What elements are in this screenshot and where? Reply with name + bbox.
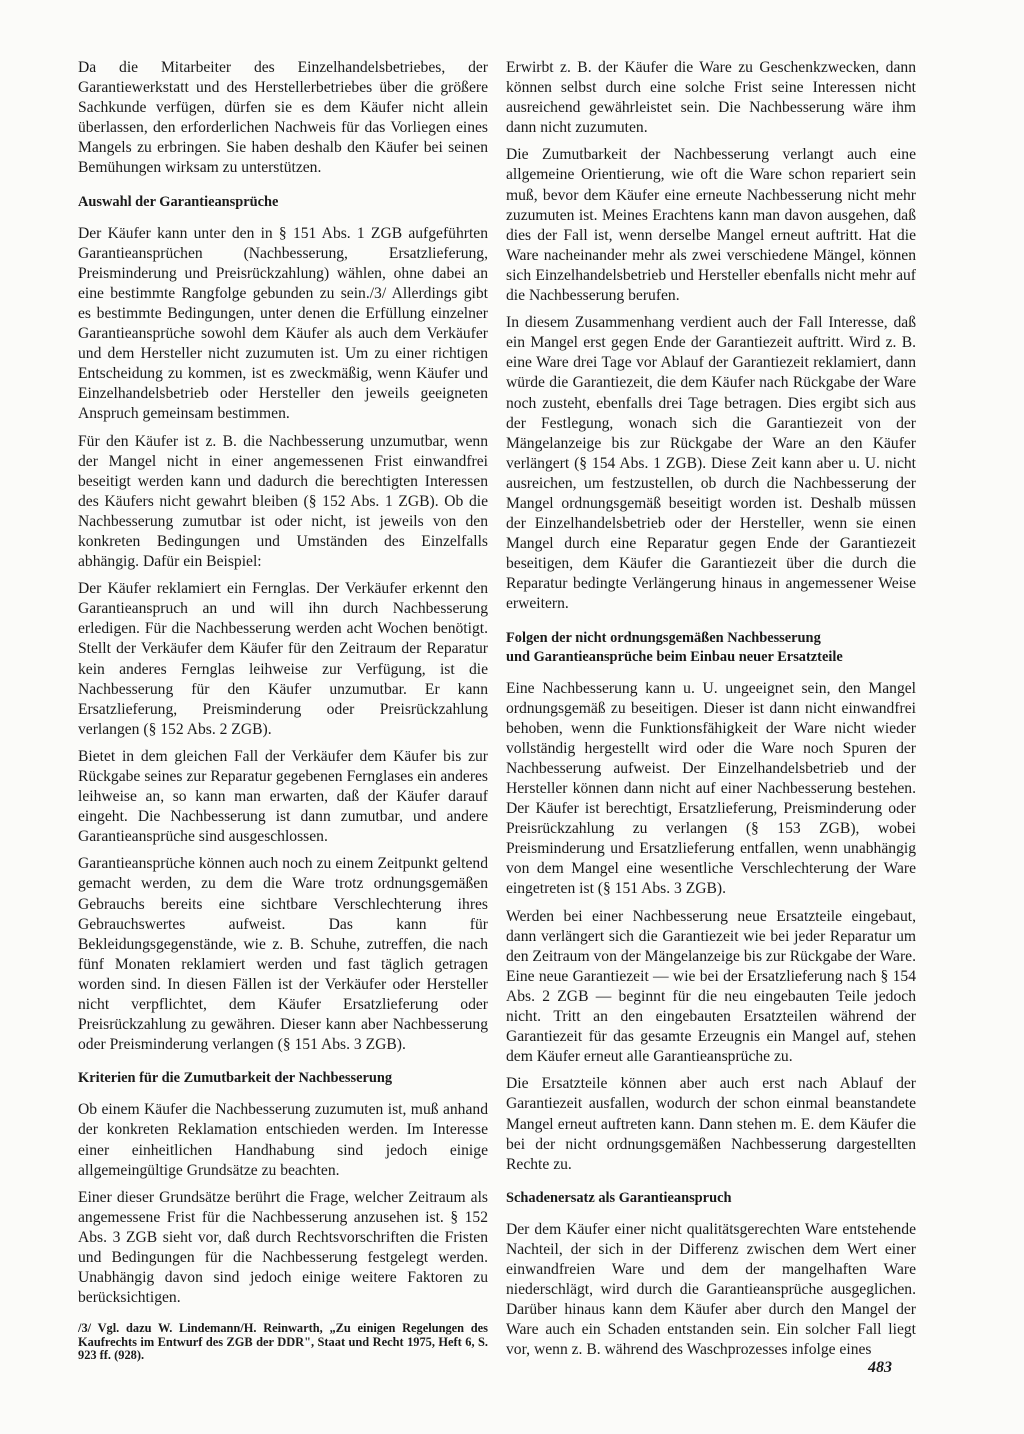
section-heading-line: Folgen der nicht ordnungsgemäßen Nachbesserung [506,629,821,646]
right-column [506,58,916,1367]
paragraph: Garantieansprüche können auch noch zu einem Zeitpunkt geltend gemacht werden, zu dem die Ware trotz ordnungsgemäßen Gebrauchs bereits eine sichtbare Verschlechterung ihres Gebrauchswertes aufweist. Das kann für Bekleidungsgegenstände, wie z. B. Schuhe, zutreffen, die nach fünf Monaten reklamiert werden und fast täglich getragen worden sind. In diesen Fällen ist der Verkäufer oder Hersteller nicht verpflichtet, dem Käufer Ersatzlieferung oder Preisrückzahlung zu gewähren. Dieser kann aber Nachbesserung oder Preisminderung verlangen (§ 151 Abs. 3 ZGB). [78,855,488,1054]
paragraph: Der Käufer kann unter den in § 151 Abs. 1 ZGB aufgeführten Garantieansprüchen (Nachbesserung, Ersatzlieferung, Preisminderung und Preisrückzahlung) wählen, ohne dabei an eine bestimmte Rangfolge gebunden zu sein./3/ Allerdings gibt es bestimmte Bedingungen, unter denen die Erfüllung einzelner Garantieansprüche sowohl dem Käufer als auch dem Verkäufer und dem Hersteller nicht zuzumuten ist. Um zu einer richtigen Entscheidung zu kommen, ist es zweckmäßig, wenn Käufer und Einzelhandelsbetrieb oder Hersteller den jeweils geeigneten Anspruch gemeinsam bestimmen. [78,224,488,423]
paragraph: Die Zumutbarkeit der Nachbesserung verlangt auch eine allgemeine Orientierung, wie oft die Ware schon repariert sein muß, bevor dem Käufer eine erneute Nachbesserung nicht mehr zuzumuten ist. Meines Erachtens kann man davon ausgehen, daß dies der Fall ist, wenn derselbe Mangel erneut auftritt. Hat die Ware nacheinander mehr als zwei verschiedene Mängel, können sich Einzelhandelsbetrieb und Hersteller ebenfalls nicht mehr auf die Nachbesserung berufen. [506,146,916,305]
section-heading: Schadenersatz als Garantieanspruch [506,1189,732,1206]
paragraph: Da die Mitarbeiter des Einzelhandelsbetriebes, der Garantiewerkstatt und des Herstellerbetriebes über die größere Sachkunde verfügen, dürfen sie es dem Käufer nicht allein überlassen, den erforderlichen Nachweis für das Vorliegen eines Mangels zu erbringen. Sie haben deshalb den Käufer bei seinen Bemühungen wirksam zu unterstützen. [78,59,488,177]
paragraph: In diesem Zusammenhang verdient auch der Fall Interesse, daß ein Mangel erst gegen Ende der Garantiezeit auftritt. Wird z. B. eine Ware drei Tage vor Ablauf der Garantiezeit reklamiert, dann würde die Garantiezeit, die dem Käufer nach Rückgabe der Ware noch zusteht, ebenfalls drei Tage betragen. Dies ergibt sich aus der Festlegung, wonach sich die Garantiezeit von der Mängelanzeige bis zur Rückgabe der Ware an den Käufer verlängert (§ 154 Abs. 1 ZGB). Diese Zeit kann aber u. U. nicht ausreichen, um festzustellen, ob durch die Nachbesserung der Mangel ordnungsgemäß beseitigt worden ist. Deshalb müssen der Einzelhandelsbetrieb oder der Hersteller, wenn sie einen Mangel durch eine Reparatur gegen Ende der Garantiezeit beseitigen, dem Käufer die Garantiezeit über die durch die Reparatur bedingte Verlängerung hinaus in angemessener Weise erweitern. [506,314,916,613]
left-column [78,58,488,1370]
section-heading: Kriterien für die Zumutbarkeit der Nachbesserung [78,1070,393,1087]
page-number: 483 [868,1359,892,1376]
paragraph: Einer dieser Grundsätze berührt die Frage, welcher Zeitraum als angemessene Frist für die Nachbesserung anzusehen ist. § 152 Abs. 3 ZGB sieht vor, daß durch Rechtsvorschriften die Fristen und Bedingungen für die Nachbesserung festgelegt werden. Unabhängig davon sind jedoch einige weitere Faktoren zu berücksichtigen. [78,1188,488,1307]
paragraph: Für den Käufer ist z. B. die Nachbesserung unzumutbar, wenn der Mangel nicht in einer angemessenen Frist einwandfrei beseitigt werden kann und dadurch die berechtigten Interessen des Käufers nicht gewahrt bleiben (§ 152 Abs. 1 ZGB). Ob die Nachbesserung zumutbar ist oder nicht, ist jeweils von den konkreten Bedingungen und Umständen des Einzelfalls abhängig. Dafür ein Beispiel: [78,432,488,571]
paragraph: Der dem Käufer einer nicht qualitätsgerechten Ware entstehende Nachteil, der sich in der Differenz zwischen dem Wert einer einwandfreien Ware und dem der mangelhaften Ware niederschlägt, wird durch die Garantieansprüche ausgeglichen. Darüber hinaus kann dem Käufer aber durch den Mangel der Ware auch ein Schaden entstanden sein. Ein solcher Fall liegt vor, wenn z. B. während des Waschprozesses infolge eines [506,1220,916,1359]
section-heading [506,629,916,667]
paragraph: Bietet in dem gleichen Fall der Verkäufer dem Käufer bis zur Rückgabe seines zur Reparatur gegebenen Fernglases ein anderes leihweise an, so kann man erwarten, daß der Käufer darauf eingeht. Die Nachbesserung ist dann zumutbar, und andere Garantieansprüche sind ausgeschlossen. [78,747,488,846]
paragraph: Eine Nachbesserung kann u. U. ungeeignet sein, den Mangel ordnungsgemäß zu beseitigen. Dieser ist dann nicht einwandfrei behoben, wenn die Funktionsfähigkeit der Ware nicht wieder vollständig hergestellt wird oder die Ware noch Spuren der Nachbesserung aufweist. Der Einzelhandelsbetrieb und der Hersteller können dann nicht auf einer Nachbesserung bestehen. Der Käufer ist berechtigt, Ersatzlieferung, Preisminderung oder Preisrückzahlung zu verlangen (§ 153 ZGB), wobei Preisminderung und Ersatzlieferung entfallen, wenn unabhängig von dem Mangel eine wesentliche Verschlechterung der Ware eingetreten ist (§ 151 Abs. 3 ZGB). [506,679,916,898]
footnote: /3/ Vgl. dazu W. Lindemann/H. Reinwarth, „Zu einigen Regelungen des Kaufrechts im Entwurf des ZGB der DDR", Staat und Recht 1975, Heft 6, S. 923 ff. (928). [78,1321,488,1363]
section-heading-line: und Garantieansprüche beim Einbau neuer Ersatzteile [506,648,843,665]
paragraph: Werden bei einer Nachbesserung neue Ersatzteile eingebaut, dann verlängert sich die Garantiezeit wie bei jeder Reparatur um den Zeitraum von der Mängelanzeige bis zur Rückgabe der Ware. Eine neue Garantiezeit — wie bei der Ersatzlieferung nach § 154 Abs. 2 ZGB — beginnt für die neu eingebauten Teile jedoch nicht. Tritt an den eingebauten Ersatzteilen während der Garantiezeit für das gesamte Erzeugnis ein Mangel auf, stehen dem Käufer erneut alle Garantieansprüche zu. [506,907,916,1066]
paragraph: Ob einem Käufer die Nachbesserung zuzumuten ist, muß anhand der konkreten Reklamation entschieden werden. Im Interesse einer einheitlichen Handhabung sind jedoch einige allgemeingültige Grundsätze zu beachten. [78,1101,488,1179]
paragraph: Die Ersatzteile können aber auch erst nach Ablauf der Garantiezeit ausfallen, wodurch der schon einmal beanstandete Mangel erneut auftreten kann. Dann stehen m. E. dem Käufer die bei der nicht ordnungsgemäßen Nachbesserung dargestellten Rechte zu. [506,1075,916,1173]
paragraph: Der Käufer reklamiert ein Fernglas. Der Verkäufer erkennt den Garantieanspruch an und will ihn durch Nachbesserung erledigen. Für die Nachbesserung werden acht Wochen benötigt. Stellt der Verkäufer dem Käufer für den Zeitraum der Reparatur kein anderes Fernglas leihweise zur Verfügung, ist die Nachbesserung für den Käufer unzumutbar. Er kann Ersatzlieferung, Preisminderung oder Preisrückzahlung verlangen (§ 152 Abs. 2 ZGB). [78,580,488,738]
paragraph: Erwirbt z. B. der Käufer die Ware zu Geschenkzwecken, dann können selbst durch eine solche Frist seine Interessen nicht ausreichend gewährleistet sein. Die Nachbesserung wäre ihm dann nicht zuzumuten. [506,59,916,137]
section-heading: Auswahl der Garantieansprüche [78,193,279,210]
